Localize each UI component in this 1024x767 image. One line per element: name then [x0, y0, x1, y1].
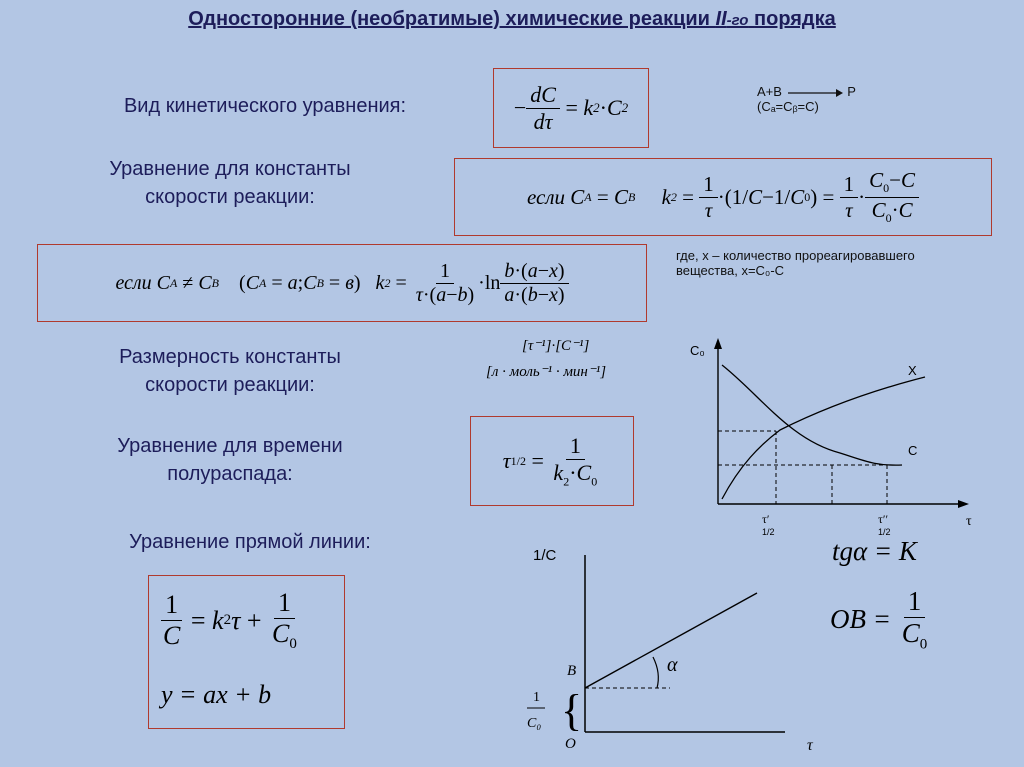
note-x-line1: где, x – количество прореагировавшего — [676, 248, 915, 263]
chart2-alpha: α — [667, 654, 678, 676]
arrow-right-icon — [786, 88, 844, 98]
if-word-2: если — [115, 271, 152, 294]
label-rate-constant — [40, 155, 420, 211]
title-text: Односторонние (необратимые) химические реакции — [188, 8, 710, 30]
chart1-curve-x-label: X — [908, 363, 917, 378]
dimension-line2: [л · моль⁻¹ · мин⁻¹] — [486, 364, 607, 380]
chart-concentration — [680, 335, 1010, 550]
label-kinetic-eq: Вид кинетического уравнения: — [123, 95, 407, 117]
label-dimension — [40, 343, 420, 399]
chart2-intercept-den: C₀ — [527, 716, 542, 731]
dimension-line1: [τ⁻¹]·[C⁻¹] — [522, 338, 590, 354]
formula-half-life: τ 1/2 = $\frac{1}{k_2\cdot C_0}$ — [470, 416, 634, 506]
reaction-note — [757, 84, 856, 114]
y-equation: y = ax + b — [161, 680, 272, 709]
chart-reciprocal — [505, 535, 835, 760]
page-title — [0, 8, 1024, 31]
reaction-reactants: A+B — [757, 84, 782, 99]
title-order-suffix: -го — [726, 12, 749, 29]
chart2-intercept-num: 1 — [533, 690, 540, 705]
chart1-tick2: τ′′ — [878, 512, 889, 526]
ob-num: 1 — [904, 586, 926, 618]
chart2-ylabel: 1/C — [533, 547, 557, 564]
formula-ob: OB = $\frac{1}{C_0}$ — [830, 586, 928, 653]
formula-rate-constant: если C A = C B k 2 = $\frac{1}{\tau}$ ·(1/ C −1/ C 0 ) = $\frac{1}{\tau}$ · $\frac{C_0-C}{C_0\cdot C}$ — [454, 158, 992, 236]
formula-kinetic-eq: − $\frac{dC}{d\tau}$ = k 2 · C 2 — [493, 68, 649, 148]
formula-rate-constant-unequal: если C A ≠ C B ( C A = a ; C B = в ) k 2 = $\frac{1}{\tau\cdot(a-b)}$ ·ln $\frac{b\cdot(a-x)}{a\cdot(b-x)}$ — [37, 244, 647, 322]
alpha-arc — [653, 657, 658, 688]
chart2-b-label: B — [567, 663, 577, 679]
reaction-product: P — [847, 84, 856, 99]
title-order-word: порядка — [754, 8, 836, 30]
chart1-ylabel: C₀ — [690, 343, 705, 358]
chart1-y-arrow — [714, 338, 722, 349]
label-half-life-line2: полураспада: — [167, 463, 293, 485]
label-rate-constant-line1: Уравнение для константы — [109, 158, 351, 180]
curve-x — [722, 377, 925, 499]
chart2-origin: O — [565, 736, 576, 752]
label-half-life — [40, 432, 420, 488]
reaction-condition: (Cₐ=Cᵦ=C) — [757, 99, 819, 114]
note-x-line2: вещества, x=C₀-C — [676, 263, 785, 278]
chart2-xlabel: τ — [807, 737, 813, 754]
chart1-xlabel: τ — [966, 514, 972, 529]
formula-tg: tgα = K — [832, 536, 917, 566]
note-x — [676, 248, 1006, 278]
ob-label: OB = — [830, 604, 891, 635]
formula-straight-line: $\frac{1}{C}$ = k 2 τ + $\frac{1}{C_0}$ y = ax + b — [148, 575, 345, 729]
title-order-num: II — [715, 8, 727, 30]
chart1-tick1-sub: 1/2 — [762, 527, 775, 537]
chart1-tick2-sub: 1/2 — [878, 527, 891, 537]
label-dimension-line2: скорости реакции: — [145, 374, 315, 396]
chart1-curve-c-label: C — [908, 443, 918, 458]
brace-icon: { — [561, 686, 583, 735]
label-dimension-line1: Размерность константы — [119, 346, 341, 368]
label-straight-line: Уравнение прямой линии: — [129, 531, 371, 553]
chart1-tick1: τ′ — [762, 512, 770, 526]
label-half-life-line1: Уравнение для времени — [117, 435, 343, 457]
if-word: если — [526, 184, 566, 209]
chart1-x-arrow — [958, 500, 969, 508]
label-rate-constant-line2: скорости реакции: — [145, 186, 315, 208]
formula-dimension — [486, 333, 606, 385]
